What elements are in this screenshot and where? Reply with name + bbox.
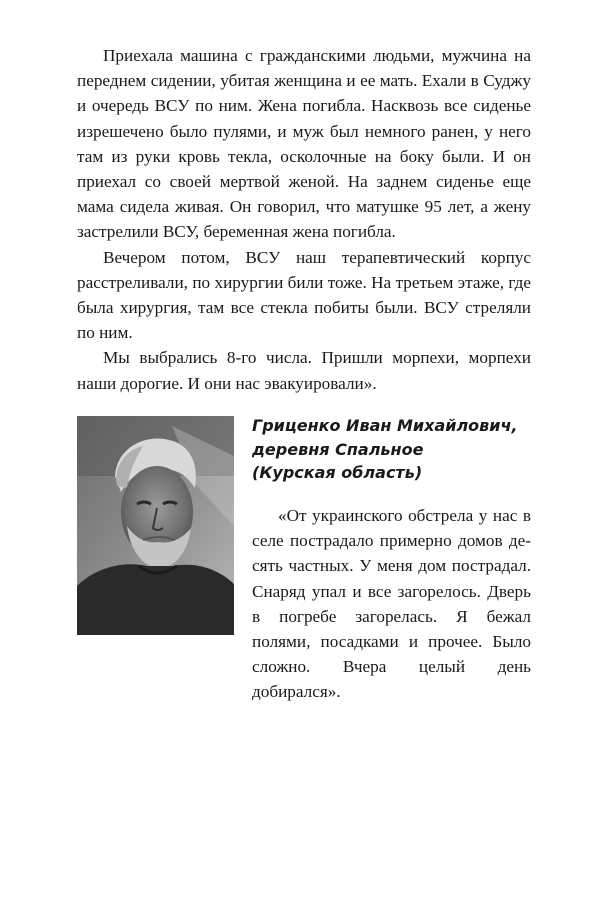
witness-quote: [252, 503, 531, 705]
witness-place: деревня Спальное: [252, 439, 424, 459]
main-text: [77, 43, 531, 396]
paragraph-1: Приехала машина с гражданскими людьми, мужчина на переднем сидении, убитая женщина и ее мать. Ехали в Суджу и очередь ВСУ по ним. Жена погибла. Насквозь все сиденье изрешечено было пулями, и муж был немного ранен, у него там из руки кровь текла, осколочные на боку были. И он приехал со своей мертвой женой. На заднем сиденье еще мама сидела живая. Он говорил, что матушке 95 лет, а жену застрелили ВСУ, беременная жена погибла.: [77, 46, 531, 242]
witness-heading: [252, 414, 542, 485]
witness-quote-text: «От украинского обстрела у нас в селе пострадало примерно домов десять частных. У меня дом пострадал. Снаряд упал и все загорелось. Дверь в погребе загорелась. Я бежал полями, посадками и прочее. Было сложно. Вчера целый день добирался».: [252, 506, 531, 702]
paragraph-2: Вечером потом, ВСУ наш терапевтический корпус расстреливали, по хирургии били тоже. На третьем этаже, где была хирургия, там все стекла побиты были. ВСУ стреляли по ним.: [77, 247, 531, 343]
witness-region: (Курская область): [252, 463, 423, 482]
witness-photo: [77, 416, 234, 635]
paragraph-3: Мы выбрались 8-го числа. Пришли морпехи, морпехи наши дорогие. И они нас эвакуировали».: [77, 348, 531, 393]
witness-name: Гриценко Иван Михайлович,: [252, 416, 518, 435]
